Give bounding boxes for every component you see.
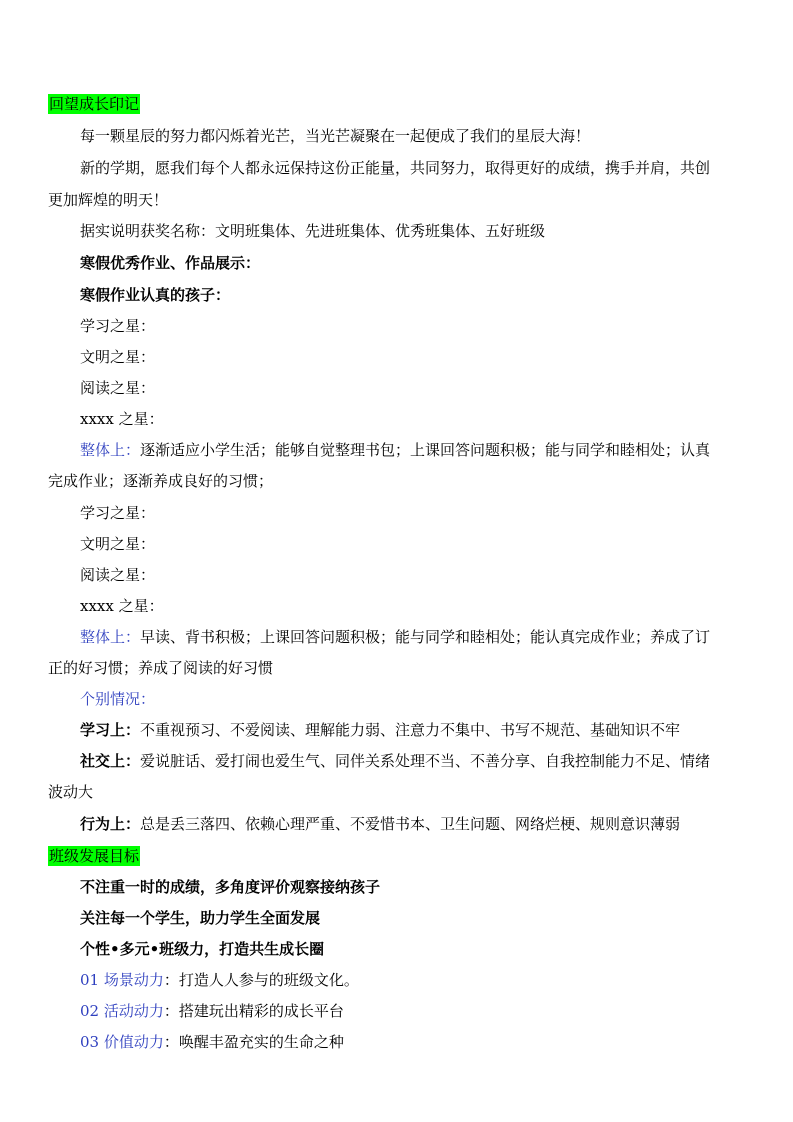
overall-row bbox=[80, 440, 780, 460]
numbered-item bbox=[80, 1001, 780, 1021]
overall-text: 早读、背书积极；上课回答问题积极；能与同学和睦相处；能认真完成作业；养成了订 bbox=[140, 628, 711, 646]
individual-heading: 个别情况： bbox=[80, 690, 156, 708]
item-text: ：搭建玩出精彩的成长平台 bbox=[163, 1002, 344, 1020]
section-heading: 回望成长印记 bbox=[49, 95, 140, 113]
star-line: 学习之星： bbox=[80, 317, 156, 335]
social-text: 爱说脏话、爱打闹也爱生气、同伴关系处理不当、不善分享、自我控制能力不足、情绪 bbox=[140, 752, 711, 770]
overall-row bbox=[80, 627, 780, 647]
star-line: 阅读之星： bbox=[80, 379, 156, 397]
item-label: 01 场景动力 bbox=[80, 971, 164, 989]
overall-label: 整体上： bbox=[80, 441, 141, 459]
goal-line: 关注每一个学生，助力学生全面发展 bbox=[80, 909, 321, 927]
section-heading-row bbox=[48, 94, 748, 114]
behavior-row bbox=[80, 814, 780, 834]
study-label: 学习上： bbox=[80, 721, 141, 739]
goal-line: 不注重一时的成绩，多角度评价观察接纳孩子 bbox=[80, 878, 381, 896]
study-row bbox=[80, 720, 780, 740]
item-label: 02 活动动力 bbox=[80, 1002, 164, 1020]
star-line: xxxx 之星： bbox=[80, 410, 164, 428]
star-line: 文明之星： bbox=[80, 348, 156, 366]
section-heading: 班级发展目标 bbox=[49, 847, 140, 865]
paragraph: 每一颗星辰的努力都闪烁着光芒，当光芒凝聚在一起便成了我们的星辰大海！ bbox=[80, 127, 591, 145]
item-text: ：打造人人参与的班级文化。 bbox=[163, 971, 359, 989]
goal-line: 个性•多元•班级力，打造共生成长圈 bbox=[80, 940, 325, 958]
behavior-text: 总是丢三落四、依赖心理严重、不爱惜书本、卫生问题、网络烂梗、规则意识薄弱 bbox=[140, 815, 681, 833]
behavior-label: 行为上： bbox=[80, 815, 141, 833]
star-line: 文明之星： bbox=[80, 535, 156, 553]
numbered-item bbox=[80, 970, 780, 990]
star-line: 阅读之星： bbox=[80, 566, 156, 584]
overall-text: 逐渐适应小学生活；能够自觉整理书包；上课回答问题积极；能与同学和睦相处；认真 bbox=[140, 441, 711, 459]
paragraph: 据实说明获奖名称：文明班集体、先进班集体、优秀班集体、五好班级 bbox=[80, 222, 546, 240]
bold-line: 寒假优秀作业、作品展示： bbox=[80, 254, 261, 272]
star-line: 学习之星： bbox=[80, 504, 156, 522]
star-line: xxxx 之星： bbox=[80, 597, 164, 615]
overall-label: 整体上： bbox=[80, 628, 141, 646]
paragraph-continuation: 更加辉煌的明天！ bbox=[48, 191, 169, 209]
bold-line: 寒假作业认真的孩子： bbox=[80, 286, 231, 304]
social-row bbox=[80, 751, 780, 771]
paragraph-continuation: 完成作业；逐渐养成良好的习惯； bbox=[48, 472, 274, 490]
paragraph: 新的学期，愿我们每个人都永远保持这份正能量，共同努力，取得更好的成绩，携手并肩，共创 bbox=[80, 159, 711, 177]
item-text: ：唤醒丰盈充实的生命之种 bbox=[163, 1033, 344, 1051]
numbered-item bbox=[80, 1032, 780, 1052]
study-text: 不重视预习、不爱阅读、理解能力弱、注意力不集中、书写不规范、基础知识不牢 bbox=[140, 721, 681, 739]
paragraph-continuation: 波动大 bbox=[48, 783, 94, 801]
paragraph-continuation: 正的好习惯；养成了阅读的好习惯 bbox=[48, 659, 274, 677]
item-label: 03 价值动力 bbox=[80, 1033, 164, 1051]
social-label: 社交上： bbox=[80, 752, 141, 770]
section-heading-row bbox=[48, 846, 748, 866]
